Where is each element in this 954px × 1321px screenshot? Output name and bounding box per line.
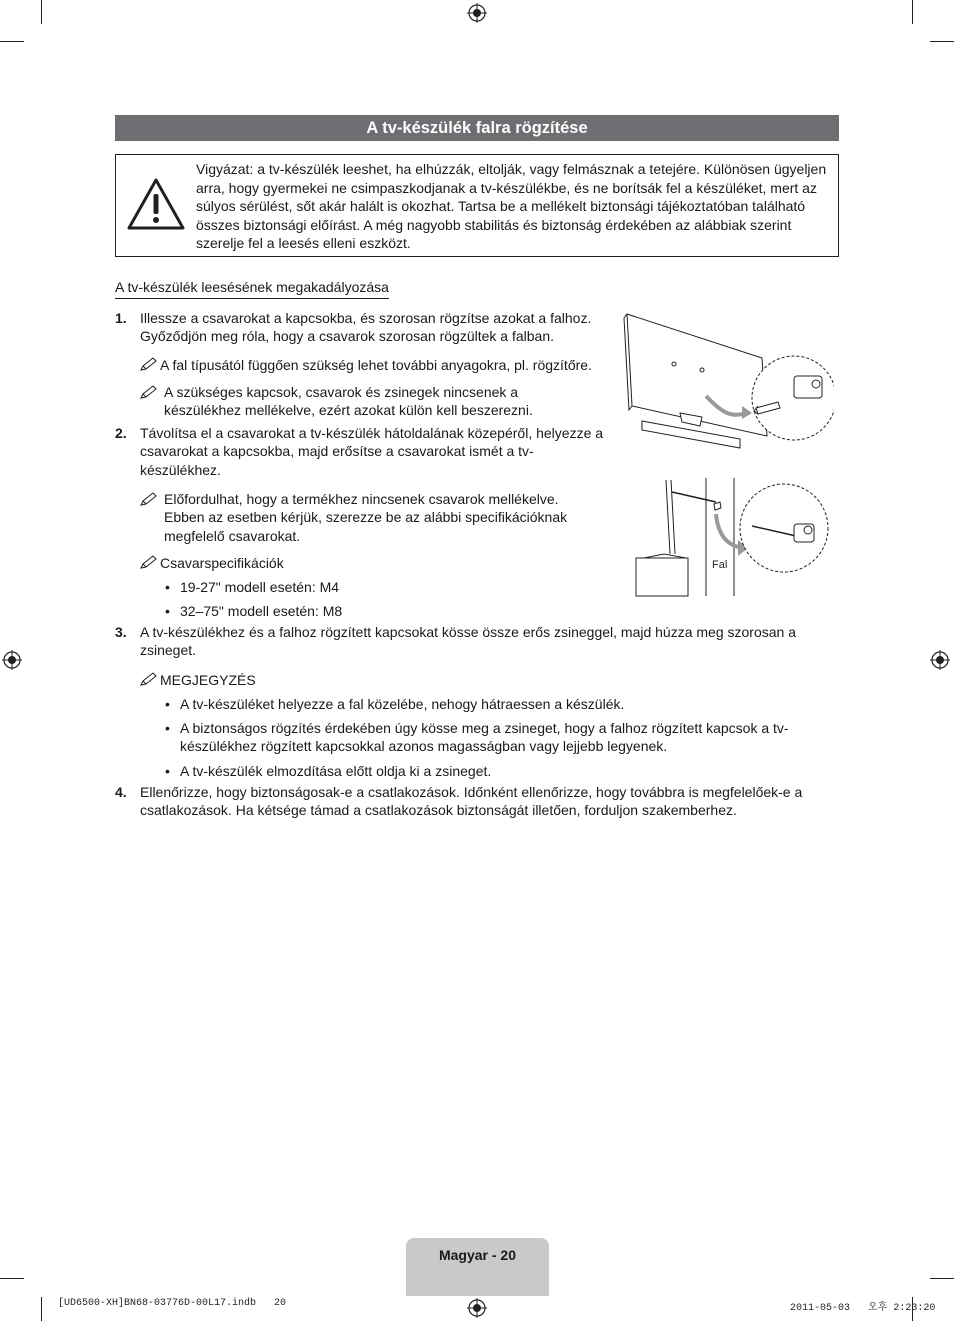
- crop-mark: [930, 41, 954, 42]
- subheading: A tv-készülék leesésének megakadályozása: [115, 278, 389, 299]
- crop-mark: [930, 1278, 954, 1279]
- crop-mark: [912, 0, 913, 24]
- note-bullet-text: A biztonságos rögzítés érdekében úgy kösse meg a zsineget, hogy a falhoz rögzített kapcsok a tv-készülékhez rögzített kapcsokkal azonos magasságban vagy lejjebb legyenek.: [180, 720, 789, 755]
- step-text: Távolítsa el a csavarokat a tv-készülék hátoldalának közepéről, helyezze a csavarokat a kapcsokba, majd erősítse a csavarokat ismét a tv-készülékhez.: [140, 425, 604, 478]
- pencil-note-icon: [140, 492, 158, 506]
- note-bullet: •: [165, 720, 170, 736]
- warning-text: [196, 160, 828, 253]
- step-number: 1.: [115, 310, 127, 326]
- wall-label: Fal: [712, 559, 728, 571]
- note-text: A szükséges kapcsok, csavarok és zsinegek nincsenek a készülékhez mellékelve, ezért azokat külön kell beszerezni.: [164, 384, 533, 419]
- note-item: [140, 383, 610, 420]
- note-bullet-text: A tv-készüléket helyezze a fal közelébe, nehogy hátraessen a készülék.: [180, 696, 625, 712]
- spec-item: 19-27" modell esetén: M4: [180, 579, 340, 595]
- note-text: A fal típusától függően szükség lehet további anyagokra, pl. rögzítőre.: [160, 357, 592, 373]
- warning-body: : a tv-készülék leeshet, ha elhúzzák, eltolják, vagy felmásznak a tetejére. Különösen ügyeljen arra, hogy gyermekei ne csimpaszkodjanak a tv-készülékbe, és ne borítsák fel a készüléket, mert az súlyos sérülést, sőt akár halált is okozhat. Tartsa be a mellékelt biztonsági tájékoztatóban található összes biztonsági előírást. A még nagyobb stabilitás és biztonság érdekében az alábbiak szerint szerelje fel a leesés elleni eszközt.: [196, 161, 827, 252]
- crop-mark: [0, 41, 24, 42]
- registration-mark-icon: [2, 650, 22, 670]
- note-title: [140, 671, 256, 689]
- step-text: A tv-készülékhez és a falhoz rögzített kapcsokat kösse össze erős zsineggel, majd húzza meg szorosan a zsineget.: [140, 624, 796, 659]
- note-text: Előfordulhat, hogy a termékhez nincsenek csavarok mellékelve. Ebben az esetben kérjük, szerezze be az alábbi specifikációknak megfelelő csavarokat.: [164, 491, 568, 544]
- registration-mark-icon: [930, 650, 950, 670]
- step-text: Ellenőrizze, hogy biztonságosak-e a csatlakozások. Időnként ellenőrizze, hogy továbbra is megfelelőek-e a csatlakozások. Ha kétsége támad a csatlakozások biztonságát illetően, forduljon szakemberhez.: [140, 784, 803, 819]
- warning-label: Vigyázat: [196, 161, 250, 177]
- note-item: [140, 554, 440, 572]
- step-number: 3.: [115, 624, 127, 640]
- step-number: 4.: [115, 784, 127, 800]
- page-number-tab: [406, 1238, 549, 1296]
- note-bullet: •: [165, 763, 170, 779]
- footer-file-info: [UD6500-XH]BN68-03776D-00L17.indb 20: [58, 1298, 287, 1309]
- step-text: Illessze a csavarokat a kapcsokba, és szorosan rögzítse azokat a falhoz. Győződjön meg róla, hogy a csavarok szorosan rögzültek a falban.: [140, 310, 592, 345]
- warning-triangle-icon: [126, 177, 186, 231]
- pencil-note-icon: [140, 357, 158, 371]
- crop-mark: [0, 1278, 24, 1279]
- spec-bullet: •: [165, 603, 170, 619]
- spec-bullet: •: [165, 579, 170, 595]
- crop-mark: [41, 1297, 42, 1321]
- warning-box: [115, 154, 839, 257]
- pencil-note-icon: [140, 555, 158, 569]
- page-number: Magyar - 20: [438, 1247, 517, 1263]
- step-number: 2.: [115, 425, 127, 441]
- tv-bracket-illustration: [622, 308, 834, 460]
- footer-timestamp: 2011-05-03 오후 2:23:20: [790, 1303, 936, 1314]
- section-title: A tv-készülék falra rögzítése: [115, 115, 839, 141]
- pencil-note-icon: [140, 672, 158, 686]
- registration-mark-icon: [467, 3, 487, 23]
- registration-mark-icon: [467, 1298, 487, 1318]
- crop-mark: [41, 0, 42, 24]
- pencil-note-icon: [140, 385, 158, 399]
- spec-item: 32–75" modell esetén: M8: [180, 603, 343, 619]
- wall-cord-illustration: [634, 474, 834, 600]
- note-bullet: •: [165, 696, 170, 712]
- note-text: Csavarspecifikációk: [160, 555, 284, 571]
- note-bullet-text: A tv-készülék elmozdítása előtt oldja ki a zsineget.: [180, 763, 492, 779]
- note-item: [140, 490, 610, 545]
- note-title-text: MEGJEGYZÉS: [160, 672, 256, 688]
- note-item: [140, 356, 620, 374]
